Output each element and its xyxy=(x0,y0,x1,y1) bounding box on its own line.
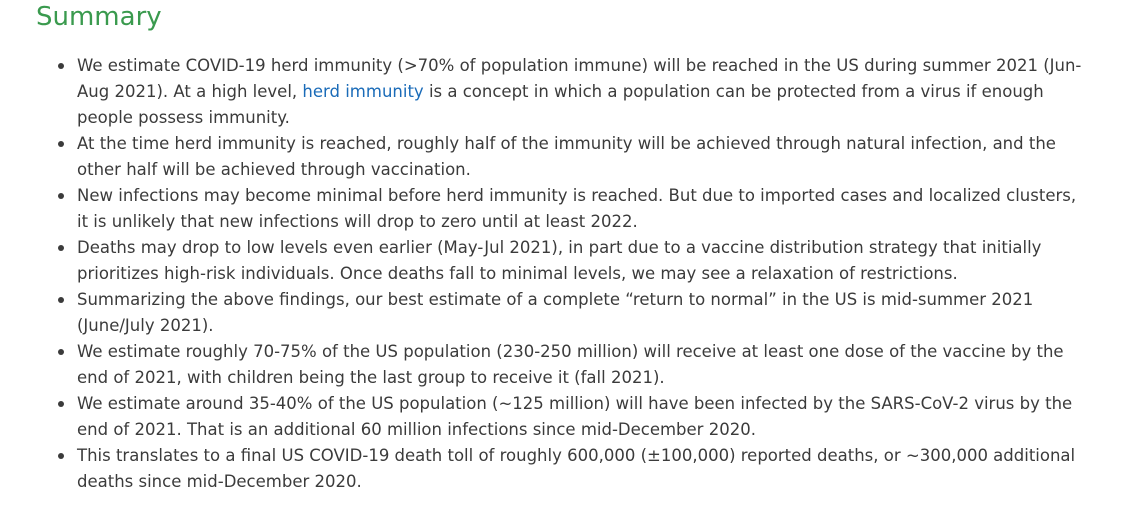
findings-list xyxy=(77,53,1087,495)
list-item-vaccination-estimate: We estimate roughly 70-75% of the US population (230-250 million) will receive at least one dose of the vaccine by the end of 2021, with children being the last group to receive it (fall 2021). xyxy=(77,339,1087,391)
list-item-deaths-drop: Deaths may drop to low levels even earlier (May-Jul 2021), in part due to a vaccine distribution strategy that initially prioritizes high-risk individuals. Once deaths fall to minimal levels, we may see a relaxation of restrictions. xyxy=(77,235,1087,287)
list-item-return-to-normal: Summarizing the above findings, our best estimate of a complete “return to normal” in the US is mid-summer 2021 (June/July 2021). xyxy=(77,287,1087,339)
page-title: Summary xyxy=(36,2,162,32)
list-item-immunity-split: At the time herd immunity is reached, roughly half of the immunity will be achieved through natural infection, and the other half will be achieved through vaccination. xyxy=(77,131,1087,183)
herd-immunity-link[interactable]: herd immunity xyxy=(302,82,424,101)
list-item-text: is a concept in which a population can be protected from a virus if enough people possess immunity. xyxy=(77,82,1044,127)
list-item-new-infections: New infections may become minimal before herd immunity is reached. But due to imported cases and localized clusters, it is unlikely that new infections will drop to zero until at least 2022. xyxy=(77,183,1087,235)
list-item-infection-estimate: We estimate around 35-40% of the US population (~125 million) will have been infected by the SARS-CoV-2 virus by the end of 2021. That is an additional 60 million infections since mid-December 2020. xyxy=(77,391,1087,443)
list-item-death-toll: This translates to a final US COVID-19 death toll of roughly 600,000 (±100,000) reported deaths, or ~300,000 additional deaths since mid-December 2020. xyxy=(77,443,1087,495)
list-item-herd-immunity-timing xyxy=(77,53,1087,131)
list-item-text: We estimate COVID-19 herd immunity (>70% of population immune) will be reached in the US during summer 2021 (Jun-Aug 2021). At a high level, xyxy=(77,56,1082,101)
